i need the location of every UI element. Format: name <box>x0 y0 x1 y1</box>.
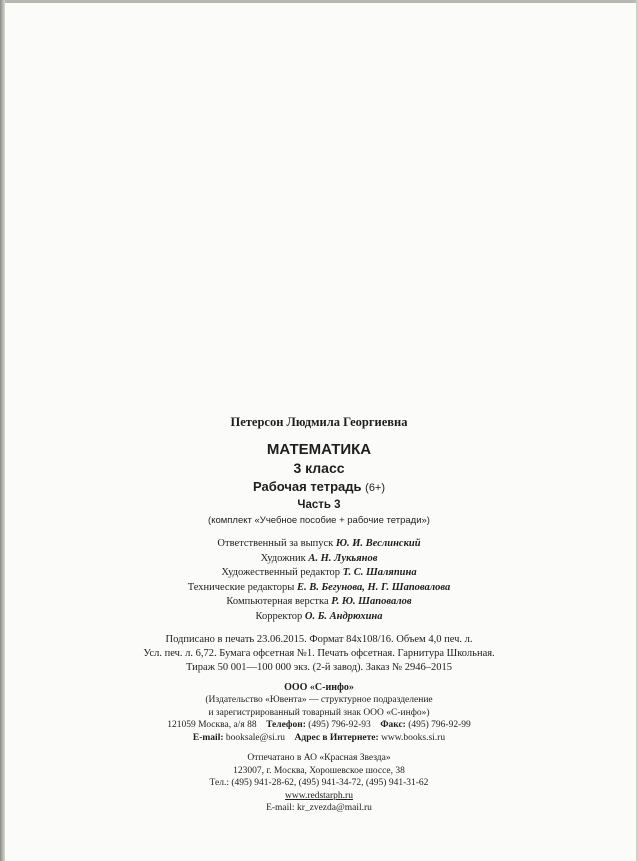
phone-label: Телефон: <box>266 720 306 730</box>
print-line: Тираж 50 001—100 000 экз. (2-й завод). Заказ № 2946–2015 <box>186 662 452 673</box>
printer-email[interactable]: E-mail: kr_zvezda@mail.ru <box>266 803 372 813</box>
credit-line <box>0 552 638 567</box>
publisher-note: и зарегистрированный товарный знак ООО «С-инфо») <box>208 707 430 718</box>
credit-name: А. Н. Лукьянов <box>308 552 378 564</box>
credit-line <box>0 610 638 625</box>
publisher-online <box>0 732 638 745</box>
imprint-block <box>0 415 638 815</box>
credit-role: Художественный редактор <box>221 567 341 578</box>
publisher-note: (Издательство «Ювента» — структурное подразделение <box>205 695 433 705</box>
printer-address: 123007, г. Москва, Хорошевское шоссе, 38 <box>233 765 405 776</box>
publisher-address: 121059 Москва, а/я 88 <box>167 720 257 730</box>
fax-value: (495) 796-92-99 <box>408 720 471 730</box>
printer-block <box>0 752 638 815</box>
credit-name: Е. В. Бегунова, Н. Г. Шаповалова <box>296 581 451 593</box>
printer-website[interactable]: www.redstarph.ru <box>285 790 353 801</box>
print-details <box>0 633 638 675</box>
book-title: МАТЕМАТИКА <box>266 441 372 458</box>
part-label: Часть 3 <box>297 499 341 511</box>
publisher-contacts <box>0 719 638 732</box>
web-value[interactable]: www.books.si.ru <box>381 732 446 743</box>
printer-phones: Тел.: (495) 941-28-62, (495) 941-34-72, (495) 941-31-62 <box>209 778 429 788</box>
credit-line <box>0 581 638 596</box>
printer-line: Отпечатано в АО «Красная Звезда» <box>247 753 391 763</box>
print-line: Подписано в печать 23.06.2015. Формат 84x108/16. Объем 4,0 печ. л. <box>165 634 473 645</box>
credit-line <box>0 595 638 610</box>
age-rating: (6+) <box>365 482 386 494</box>
credit-name: Р. Ю. Шаповалов <box>331 596 412 607</box>
credit-role: Ответственный за выпуск <box>217 538 334 549</box>
print-line: Усл. печ. л. 6,72. Бумага офсетная №1. Печать офсетная. Гарнитура Школьная. <box>143 648 495 659</box>
subtitle <box>0 478 638 497</box>
kit-note: (комплект «Учебное пособие + рабочие тетради») <box>208 515 430 526</box>
page-top-edge <box>0 0 638 3</box>
credits-list <box>0 537 638 624</box>
publisher-block <box>0 681 638 744</box>
credit-name: Т. С. Шаляпина <box>342 567 417 578</box>
subtitle-text: Рабочая тетрадь <box>252 479 362 494</box>
email-label: E-mail: <box>192 732 224 743</box>
credit-line <box>0 537 638 552</box>
grade-label: 3 класс <box>293 460 345 476</box>
credit-name: Ю. И. Веслинский <box>335 538 421 549</box>
web-label: Адрес в Интернете: <box>294 732 379 743</box>
phone-value: (495) 796-92-93 <box>308 720 371 730</box>
email-value[interactable]: booksale@si.ru <box>225 732 286 743</box>
credit-line <box>0 566 638 581</box>
credit-role: Корректор <box>255 610 303 622</box>
author-name: Петерсон Людмила Георгиевна <box>230 415 408 429</box>
credit-role: Художник <box>260 552 306 564</box>
credit-role: Компьютерная верстка <box>226 596 329 607</box>
credit-name: О. Б. Андрюхина <box>304 610 383 622</box>
fax-label: Факс: <box>380 720 406 730</box>
credit-role: Технические редакторы <box>187 581 295 593</box>
publisher-name: ООО «С-инфо» <box>284 682 354 693</box>
